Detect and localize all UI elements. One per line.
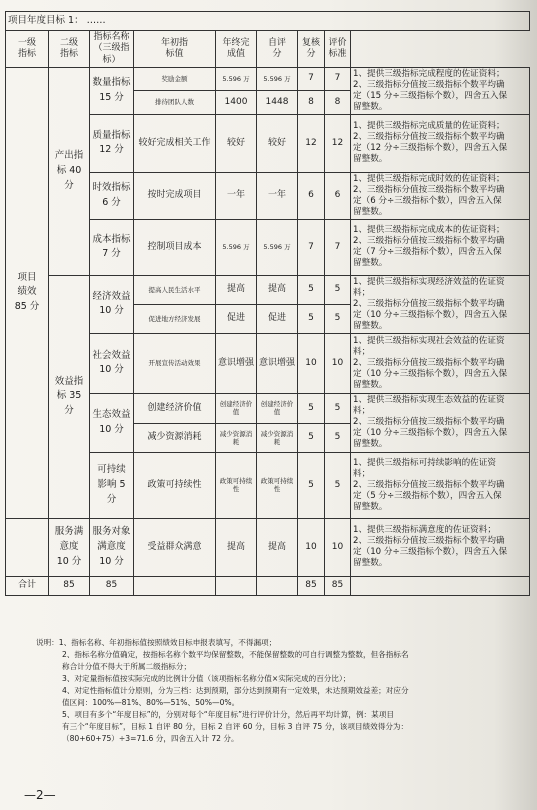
header-indicator-name: 指标名称 （三级指标） (90, 31, 134, 68)
header-final-value: 年终完 成值 (216, 31, 257, 68)
level2-indicator: 质量指标 12 分 (90, 114, 134, 172)
note-line: 3、对定量指标值按实际完成的比例计分值（该项指标名称分值×实际完成的百分比）； (62, 673, 351, 683)
criteria-line: 1、提供三级指标实现社会效益的佐证资 (353, 335, 505, 346)
final-value: 5.596 万 (257, 219, 298, 275)
criteria-line: 1、提供三级指标实现生态效益的佐证资 (353, 395, 505, 406)
initial-value: 一年 (216, 172, 257, 219)
criteria-line: 定（7 分÷三级指标个数），四舍五入保 (353, 247, 502, 258)
total-review-score: 85 (325, 576, 351, 595)
criteria-line: 2、三级指标分值按三级指标个数平均确 (353, 79, 505, 90)
header-level1: 一级 指标 (6, 31, 49, 68)
criteria-line: 1、提供三级指标实现经济效益的佐证资 (353, 276, 505, 287)
criteria-line: 2、三级指标分值按三级指标个数平均确 (353, 417, 505, 428)
self-score: 7 (298, 67, 325, 90)
review-score: 10 (325, 518, 351, 576)
criteria-line: 2、三级指标分值按三级指标个数平均确 (353, 184, 505, 195)
evaluation-criteria (351, 452, 530, 518)
criteria-line: 定（5 分÷三级指标个数），四舍五入保 (353, 490, 502, 501)
evaluation-criteria (351, 393, 530, 452)
final-value: 5.596 万 (257, 67, 298, 90)
criteria-line: 1、提供三级指标完成时效的佐证资料； (353, 173, 505, 184)
header-self-score: 自评 分 (257, 31, 298, 68)
level1-indicator: 产出指 标 40 分 (49, 67, 90, 275)
indicator-name: 排待团队人数 (134, 90, 216, 114)
criteria-line: 留整数。 (353, 320, 388, 331)
criteria-line: 定（10 分÷三级指标个数），四舍五入保 (353, 547, 508, 558)
self-score: 7 (298, 219, 325, 275)
title-row: 项目年度目标 1： …… (6, 12, 530, 31)
page-number: —2— (24, 788, 56, 802)
evaluation-criteria (351, 518, 530, 576)
initial-value: 减少资源消耗 (216, 423, 257, 452)
note-line: 5、项目有多个“年度目标”的，分别对每个“年度目标”进行评价计分，然后再平均计算，例：某项目 (62, 709, 394, 719)
total-self-score: 85 (298, 576, 325, 595)
self-score: 5 (298, 452, 325, 518)
level2-indicator: 社会效益 10 分 (90, 333, 134, 393)
self-score: 6 (298, 172, 325, 219)
empty-cell (134, 576, 216, 595)
criteria-line: 定（10 分÷三级指标个数），四舍五入保 (353, 309, 508, 320)
indicator-name: 受益群众满意 (134, 518, 216, 576)
indicator-name: 奖励金额 (134, 67, 216, 90)
criteria-line: 1、提供三级指标完成程度的佐证资料； (353, 68, 505, 79)
final-value: 较好 (257, 114, 298, 172)
indicator-name: 促进地方经济发展 (134, 304, 216, 333)
criteria-line: 2、三级指标分值按三级指标个数平均确 (353, 298, 505, 309)
indicator-name: 控制项目成本 (134, 219, 216, 275)
criteria-line: 留整数。 (353, 379, 388, 390)
final-value: 一年 (257, 172, 298, 219)
criteria-line: 料； (353, 287, 371, 298)
header-review-score: 复核 分 (298, 31, 325, 68)
criteria-line: 留整数。 (353, 101, 388, 112)
criteria-line: 留整数。 (353, 558, 388, 569)
criteria-line: 2、三级指标分值按三级指标个数平均确 (353, 357, 505, 368)
self-score: 12 (298, 114, 325, 172)
review-score: 5 (325, 452, 351, 518)
empty-cell (6, 518, 49, 576)
evaluation-criteria (351, 219, 530, 275)
self-score: 5 (298, 304, 325, 333)
total-label: 合计 (6, 576, 49, 595)
header-initial-value: 年初指 标值 (134, 31, 216, 68)
level1-indicator: 服务满 意度 10 分 (49, 518, 90, 576)
self-score: 10 (298, 518, 325, 576)
criteria-line: 定（6 分÷三级指标个数），四舍五入保 (353, 195, 502, 206)
self-score: 8 (298, 90, 325, 114)
final-value: 促进 (257, 304, 298, 333)
level2-indicator: 服务对象 满意度 10 分 (90, 518, 134, 576)
final-value: 意识增强 (257, 333, 298, 393)
review-score: 8 (325, 90, 351, 114)
note-line: 有三个“年度目标”，目标 1 自评 80 分，目标 2 自评 60 分，目标 3 自评 75 分，该项目绩效得分为： (62, 721, 409, 731)
indicator-name: 开展宣传活动效果 (134, 333, 216, 393)
initial-value: 1400 (216, 90, 257, 114)
empty-cell (257, 576, 298, 595)
self-score: 5 (298, 393, 325, 423)
level2-indicator: 可持续 影响 5 分 (90, 452, 134, 518)
header-level2: 二级 指标 (49, 31, 90, 68)
review-score: 5 (325, 423, 351, 452)
criteria-line: 留整数。 (353, 439, 388, 450)
indicator-name: 政策可持续性 (134, 452, 216, 518)
initial-value: 较好 (216, 114, 257, 172)
notes-section (36, 637, 532, 745)
criteria-line: 留整数。 (353, 206, 388, 217)
final-value: 创建经济价值 (257, 393, 298, 423)
initial-value: 5.596 万 (216, 67, 257, 90)
level1-indicator: 效益指 标 35 分 (49, 275, 90, 518)
indicator-name: 提高人民生活水平 (134, 275, 216, 304)
criteria-line: 留整数。 (353, 258, 388, 269)
initial-value: 5.596 万 (216, 219, 257, 275)
criteria-line: 1、提供三级指标完成质量的佐证资料； (353, 121, 505, 132)
initial-value: 促进 (216, 304, 257, 333)
empty-cell (351, 576, 530, 595)
criteria-line: 料； (353, 406, 371, 417)
indicator-name: 较好完成相关工作 (134, 114, 216, 172)
self-score: 5 (298, 423, 325, 452)
criteria-line: 1、提供三级指标完成成本的佐证资料； (353, 225, 505, 236)
level2-indicator: 时效指标 6 分 (90, 172, 134, 219)
note-line: 称合计分值不得大于所属二级指标分； (62, 661, 192, 671)
criteria-line: 留整数。 (353, 501, 388, 512)
total-level2: 85 (90, 576, 134, 595)
note-line: 4、对定性指标值计分原则，分为三档：达到预期，部分达到预期有一定效果，未达预期效益差；对应分 (62, 685, 409, 695)
evaluation-criteria (351, 275, 530, 333)
criteria-line: 2、三级指标分值按三级指标个数平均确 (353, 536, 505, 547)
criteria-line: 料； (353, 346, 371, 357)
level2-indicator: 经济效益 10 分 (90, 275, 134, 333)
self-score: 10 (298, 333, 325, 393)
initial-value: 意识增强 (216, 333, 257, 393)
evaluation-criteria (351, 333, 530, 393)
review-score: 6 (325, 172, 351, 219)
review-score: 5 (325, 275, 351, 304)
review-score: 7 (325, 219, 351, 275)
empty-cell (216, 576, 257, 595)
review-score: 7 (325, 67, 351, 90)
note-line: 2、指标名称分值确定，按指标名称个数平均保留整数，不能保留整数的可自行调整为整数，但各指标名 (62, 649, 409, 659)
criteria-line: 1、提供三级指标可持续影响的佐证资 (353, 457, 496, 468)
level2-indicator: 生态效益 10 分 (90, 393, 134, 452)
indicator-name: 创建经济价值 (134, 393, 216, 423)
top-level-indicator: 项目 绩效 85 分 (6, 67, 49, 518)
level2-indicator: 成本指标 7 分 (90, 219, 134, 275)
final-value: 提高 (257, 518, 298, 576)
note-line: 值区间：100%—81%、80%—51%、50%—0%。 (62, 697, 240, 707)
criteria-line: 定（12 分÷三级指标个数），四舍五入保 (353, 143, 508, 154)
final-value: 政策可持续性 (257, 452, 298, 518)
evaluation-criteria (351, 172, 530, 219)
total-level1: 85 (49, 576, 90, 595)
review-score: 5 (325, 304, 351, 333)
criteria-line: 定（15 分÷三级指标个数），四舍五入保 (353, 90, 508, 101)
criteria-line: 定（10 分÷三级指标个数），四舍五入保 (353, 428, 508, 439)
evaluation-criteria (351, 114, 530, 172)
indicator-name: 减少资源消耗 (134, 423, 216, 452)
final-value: 减少资源消耗 (257, 423, 298, 452)
review-score: 10 (325, 333, 351, 393)
criteria-line: 2、三级指标分值按三级指标个数平均确 (353, 236, 505, 247)
final-value: 提高 (257, 275, 298, 304)
initial-value: 创建经济价值 (216, 393, 257, 423)
level2-indicator: 数量指标 15 分 (90, 67, 134, 114)
note-line: 说明：1、指标名称、年初指标值按照绩效目标申报表填写，不得漏项； (36, 638, 277, 647)
criteria-line: 留整数。 (353, 154, 388, 165)
criteria-line: 2、三级指标分值按三级指标个数平均确 (353, 132, 505, 143)
criteria-line: 定（10 分÷三级指标个数），四舍五入保 (353, 368, 508, 379)
performance-evaluation-table (5, 11, 530, 596)
criteria-line: 料； (353, 468, 371, 479)
self-score: 5 (298, 275, 325, 304)
final-value: 1448 (257, 90, 298, 114)
initial-value: 提高 (216, 275, 257, 304)
initial-value: 提高 (216, 518, 257, 576)
initial-value: 政策可持续性 (216, 452, 257, 518)
criteria-line: 1、提供三级指标满意度的佐证资料； (353, 525, 496, 536)
note-line: （80+60+75）÷3=71.6 分，四舍五入计 72 分。 (62, 733, 239, 743)
evaluation-criteria (351, 67, 530, 114)
header-criteria: 评价标准 (325, 31, 351, 68)
criteria-line: 2、三级指标分值按三级指标个数平均确 (353, 479, 505, 490)
review-score: 12 (325, 114, 351, 172)
indicator-name: 按时完成项目 (134, 172, 216, 219)
review-score: 5 (325, 393, 351, 423)
